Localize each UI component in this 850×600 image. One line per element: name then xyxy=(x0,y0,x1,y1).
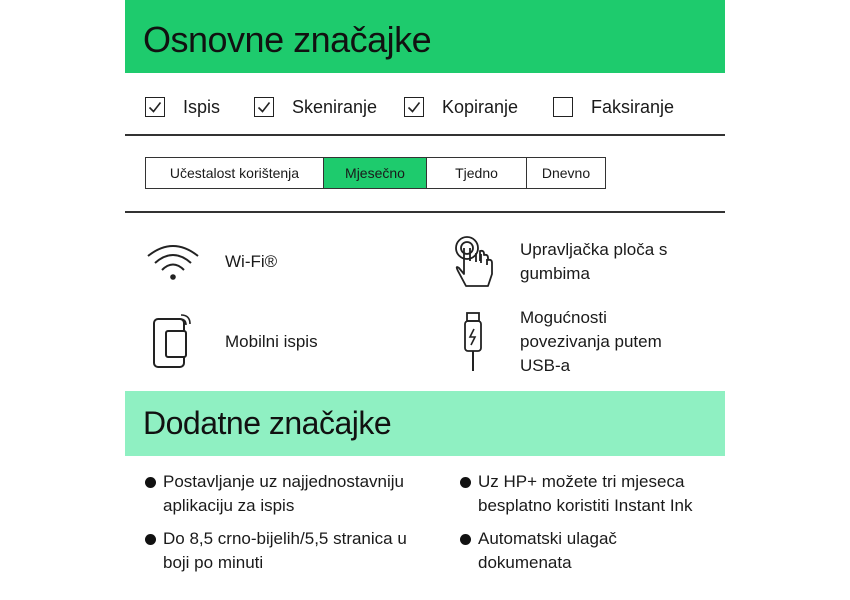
bullet-text: Do 8,5 crno-bijelih/5,5 stranica u boji po minuti xyxy=(163,529,407,572)
checkbox-fax[interactable] xyxy=(553,97,573,117)
basic-features-title: Osnovne značajke xyxy=(143,19,432,60)
capability-label: Mogućnosti povezivanja putem USB-a xyxy=(520,308,662,375)
checkmark-icon xyxy=(256,99,272,115)
bullet-text: Uz HP+ možete tri mjeseca besplatno koristiti Instant Ink xyxy=(478,472,693,515)
mobile-print-icon xyxy=(143,312,203,372)
additional-features-header xyxy=(125,391,725,456)
divider xyxy=(125,211,725,213)
capability-wifi xyxy=(143,232,277,292)
usage-option-monthly[interactable]: Mjesečno xyxy=(323,157,427,189)
touch-icon xyxy=(443,232,503,292)
feature-print[interactable] xyxy=(145,92,220,122)
checkmark-icon xyxy=(147,99,163,115)
checkbox-copy[interactable] xyxy=(404,97,424,117)
feature-label: Ispis xyxy=(183,96,221,117)
feature-copy[interactable] xyxy=(404,92,518,122)
usage-frequency-selector xyxy=(145,157,606,189)
divider xyxy=(125,134,725,136)
additional-features-title: Dodatne značajke xyxy=(143,405,392,441)
capability-label: Upravljačka ploča s gumbima xyxy=(520,240,668,283)
checkmark-icon xyxy=(406,99,422,115)
bullet-dot xyxy=(145,477,156,488)
bullet-item xyxy=(460,470,710,518)
feature-checklist xyxy=(125,92,725,122)
usage-frequency-label: Učestalost korištenja xyxy=(145,157,324,189)
usage-option-daily[interactable]: Dnevno xyxy=(526,157,606,189)
feature-label: Skeniranje xyxy=(292,96,378,117)
feature-scan[interactable] xyxy=(254,92,377,122)
feature-label: Kopiranje xyxy=(442,96,519,117)
usb-icon xyxy=(443,302,503,382)
feature-fax[interactable] xyxy=(553,92,674,122)
wifi-icon xyxy=(143,232,203,292)
bullet-text: Automatski ulagač dokumenata xyxy=(478,529,617,572)
bullet-item xyxy=(145,470,430,518)
capability-label: Mobilni ispis xyxy=(225,332,318,351)
feature-label: Faksiranje xyxy=(591,96,675,117)
capability-usb xyxy=(443,302,700,382)
bullet-item xyxy=(460,527,710,575)
capability-mobile-print xyxy=(143,312,318,372)
checkbox-print[interactable] xyxy=(145,97,165,117)
usage-option-weekly[interactable]: Tjedno xyxy=(426,157,527,189)
basic-features-header xyxy=(125,0,725,73)
bullet-text: Postavljanje uz najjednostavniju aplikaciju za ispis xyxy=(163,472,404,515)
spec-panel xyxy=(125,0,725,600)
bullet-item xyxy=(145,527,430,575)
capability-label: Wi-Fi® xyxy=(225,252,278,271)
checkbox-scan[interactable] xyxy=(254,97,274,117)
bullet-dot xyxy=(460,534,471,545)
capability-control-panel xyxy=(443,232,690,292)
bullet-dot xyxy=(460,477,471,488)
bullet-dot xyxy=(145,534,156,545)
